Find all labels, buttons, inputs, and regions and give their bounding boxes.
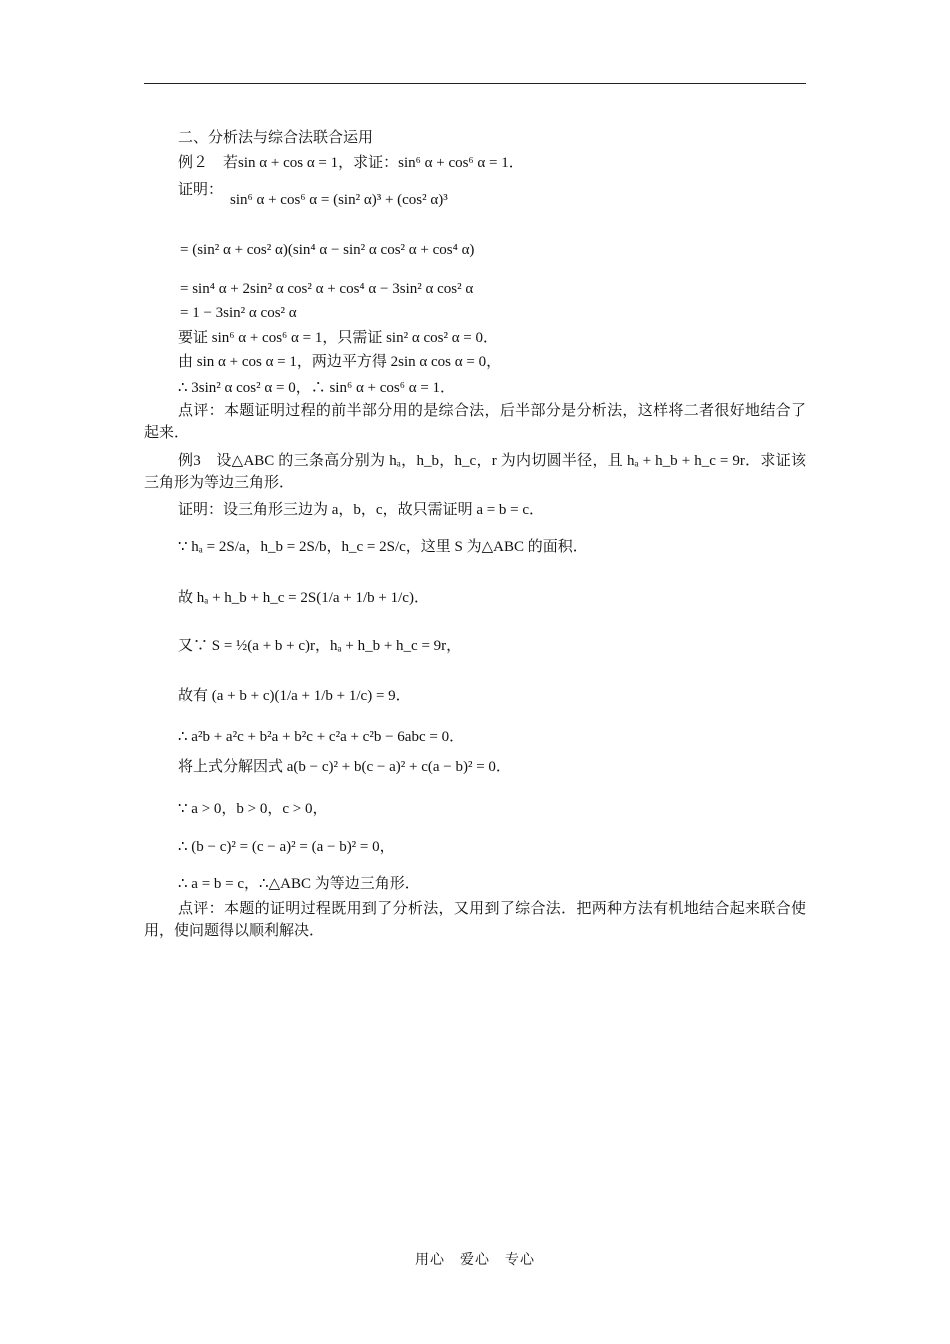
proof-step: 证明：设三角形三边为 a，b，c，故只需证明 a = b = c． bbox=[178, 502, 545, 518]
proof-step: ∴ a = b = c，∴△ABC 为等边三角形． bbox=[178, 876, 420, 892]
proof-step: 又∵ S = ½(a + b + c)r，hₐ + h_b + h_c = 9r， bbox=[178, 638, 462, 654]
proof-step: ∵ hₐ = 2S/a，h_b = 2S/b，h_c = 2S/c，这里 S 为△ABC 的面积． bbox=[178, 539, 588, 555]
example-2-heading: 例２ 若sin α + cos α = 1，求证：sin⁶ α + cos⁶ α = 1． bbox=[178, 155, 524, 171]
proof-step: = (sin² α + cos² α)(sin⁴ α − sin² α cos² α + cos⁴ α) bbox=[180, 242, 475, 258]
proof-step: 故有 (a + b + c)(1/a + 1/b + 1/c) = 9． bbox=[178, 688, 411, 704]
section-title: 二、分析法与综合法联合运用 bbox=[178, 130, 374, 146]
proof-step: 由 sin α + cos α = 1，两边平方得 2sin α cos α = 0， bbox=[178, 354, 502, 370]
proof-step: ∴ a²b + a²c + b²a + b²c + c²a + c²b − 6abc = 0． bbox=[178, 729, 465, 745]
proof-step: 故 hₐ + h_b + h_c = 2S(1/a + 1/b + 1/c)． bbox=[178, 590, 429, 606]
proof-label: 证明： bbox=[178, 182, 224, 198]
proof-step: ∴ 3sin² α cos² α = 0，∴ sin⁶ α + cos⁶ α = 1． bbox=[178, 380, 456, 396]
proof-step: 将上式分解因式 a(b − c)² + b(c − a)² + c(a − b)² = 0． bbox=[178, 759, 511, 775]
proof-step: 要证 sin⁶ α + cos⁶ α = 1，只需证 sin² α cos² α = 0． bbox=[178, 330, 499, 346]
example-3-comment: 点评：本题的证明过程既用到了分析法，又用到了综合法．把两种方法有机地结合起来联合使用，使问题得以顺利解决． bbox=[144, 901, 806, 939]
proof-step: = 1 − 3sin² α cos² α bbox=[180, 305, 297, 321]
example-2-comment: 点评：本题证明过程的前半部分用的是综合法，后半部分是分析法，这样将二者很好地结合了起来． bbox=[144, 403, 806, 441]
proof-step: ∵ a > 0，b > 0，c > 0， bbox=[178, 801, 328, 817]
page-footer: 用心 爱心 专心 bbox=[415, 1253, 535, 1268]
proof-step: = sin⁴ α + 2sin² α cos² α + cos⁴ α − 3sin² α cos² α bbox=[180, 281, 474, 297]
example-3-heading: 例3 设△ABC 的三条高分别为 hₐ，h_b，h_c，r 为内切圆半径，且 hₐ + h_b + h_c = 9r．求证该三角形为等边三角形． bbox=[144, 453, 806, 491]
header-rule bbox=[144, 83, 806, 84]
proof-step: ∴ (b − c)² = (c − a)² = (a − b)² = 0， bbox=[178, 839, 395, 855]
proof-step: sin⁶ α + cos⁶ α = (sin² α)³ + (cos² α)³ bbox=[230, 192, 448, 208]
